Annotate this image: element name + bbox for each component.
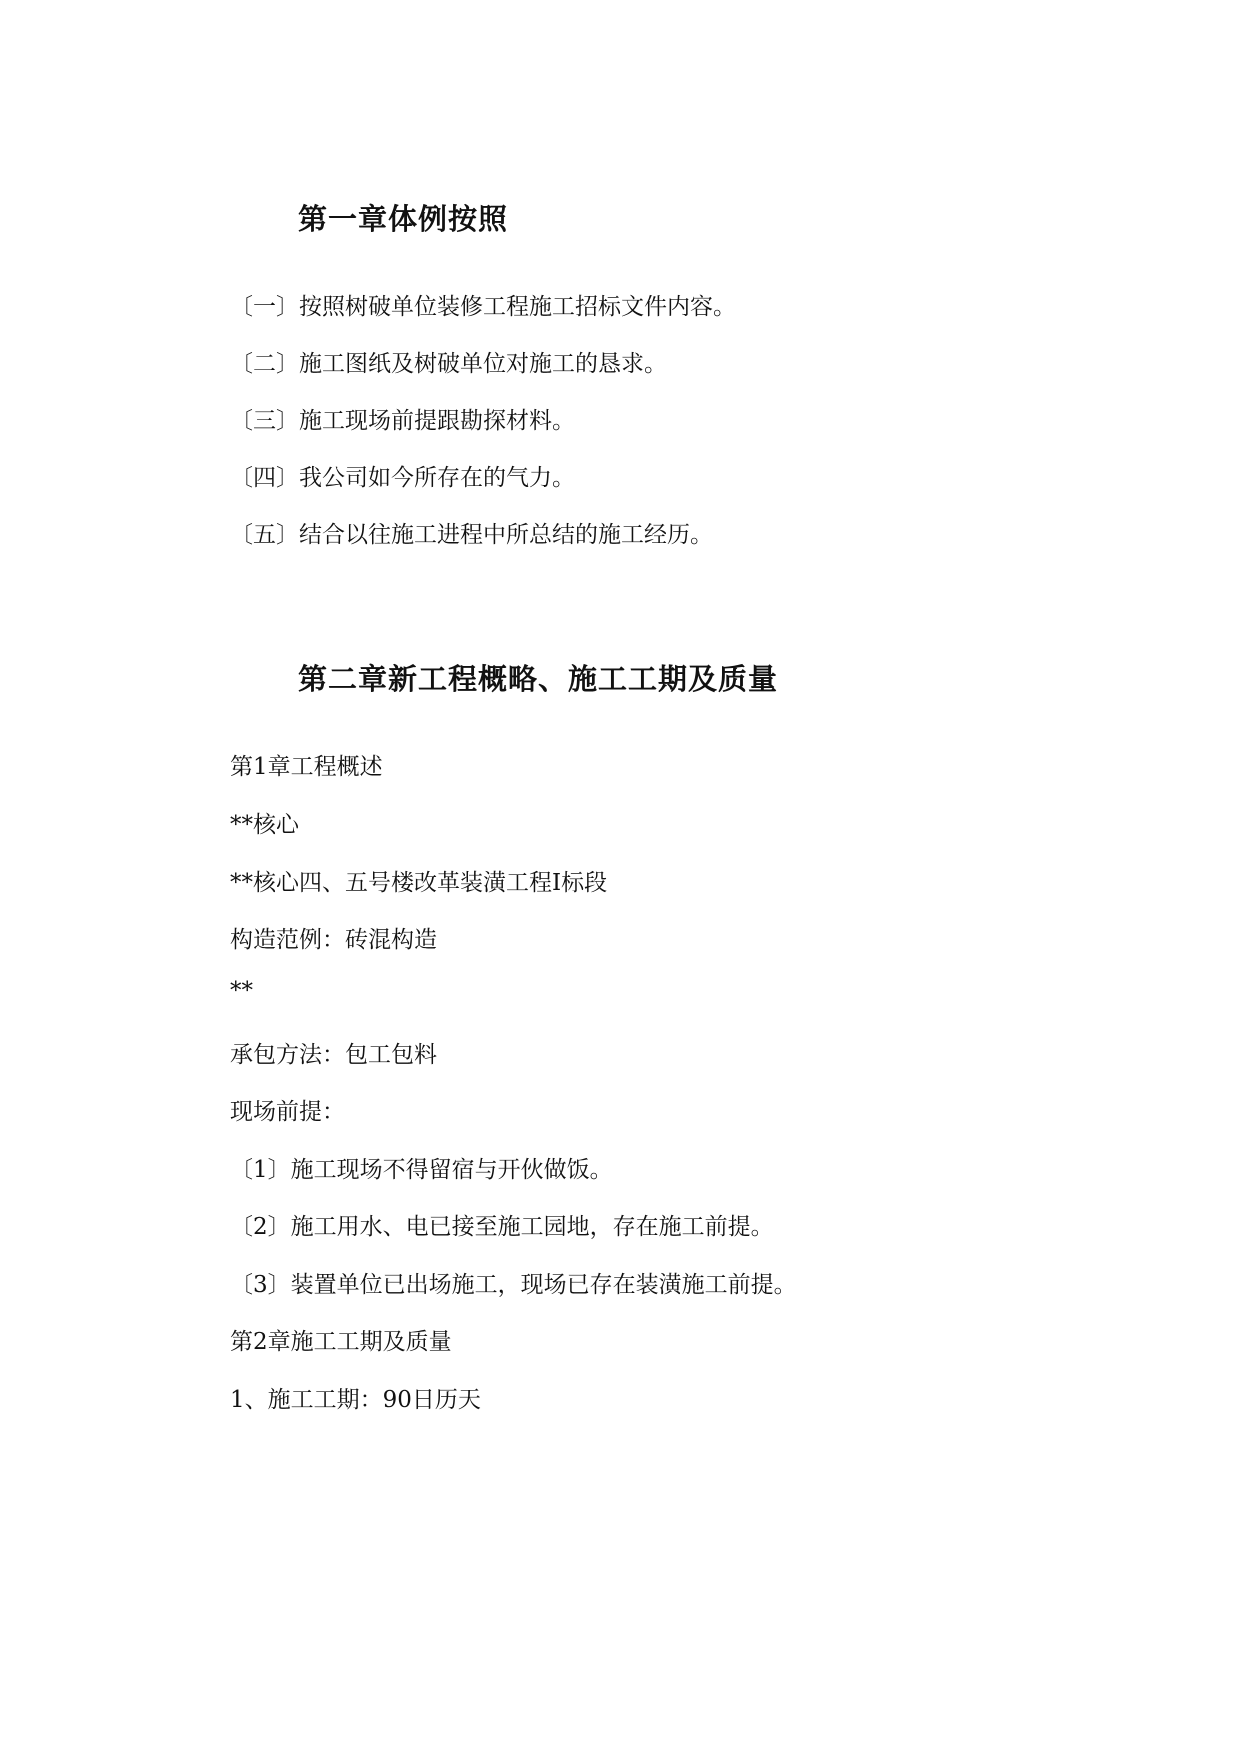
basis-item-2: 〔二〕施工图纸及树破单位对施工的恳求。 bbox=[230, 351, 667, 377]
structure-type-line: 构造范例：砖混构造 bbox=[230, 927, 437, 953]
site-condition-2: 〔2〕施工用水、电已接至施工园地，存在施工前提。 bbox=[230, 1214, 774, 1240]
site-condition-3: 〔3〕装置单位已出场施工，现场已存在装潢施工前提。 bbox=[230, 1272, 797, 1298]
section-2-title: 第2章施工工期及质量 bbox=[230, 1329, 452, 1355]
contract-method-line: 承包方法：包工包料 bbox=[230, 1042, 437, 1068]
basis-item-1: 〔一〕按照树破单位装修工程施工招标文件内容。 bbox=[230, 294, 736, 320]
construction-period-line: 1、施工工期：90日历天 bbox=[230, 1387, 481, 1413]
chapter-1-heading: 第一章体例按照 bbox=[298, 202, 509, 236]
section-1-title: 第1章工程概述 bbox=[230, 754, 383, 780]
project-owner-line: **核心 bbox=[230, 812, 299, 838]
basis-item-4: 〔四〕我公司如今所存在的气力。 bbox=[230, 465, 575, 491]
project-name-line: **核心四、五号楼改革装潢工程Ⅰ标段 bbox=[230, 870, 608, 896]
site-conditions-label: 现场前提： bbox=[230, 1099, 345, 1125]
site-condition-1: 〔1〕施工现场不得留宿与开伙做饭。 bbox=[230, 1157, 613, 1183]
basis-item-3: 〔三〕施工现场前提跟勘探材料。 bbox=[230, 408, 575, 434]
redacted-line: ** bbox=[230, 978, 253, 1004]
basis-item-5: 〔五〕结合以往施工进程中所总结的施工经历。 bbox=[230, 522, 713, 548]
chapter-2-heading: 第二章新工程概略、施工工期及质量 bbox=[298, 662, 779, 696]
